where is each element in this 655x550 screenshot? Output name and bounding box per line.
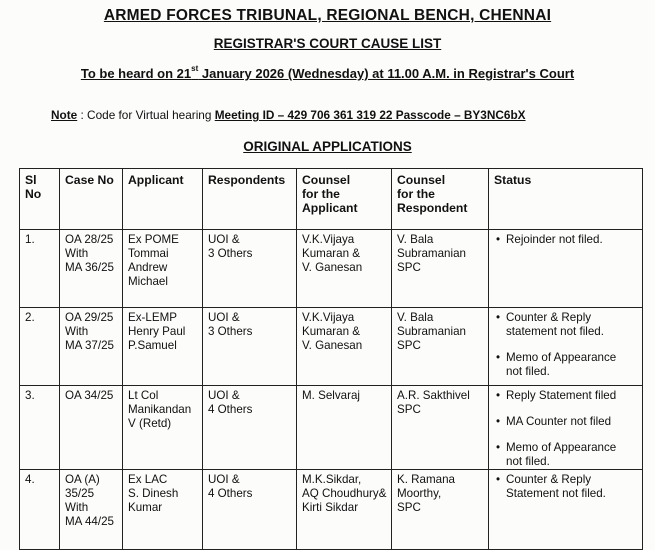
hearing-date-suffix: st <box>191 64 199 73</box>
cell-case-no: OA 34/25 <box>60 386 123 470</box>
cell-status <box>489 230 643 308</box>
cell-sl: 2. <box>20 308 60 386</box>
cause-list-subtitle: REGISTRAR'S COURT CAUSE LIST <box>213 36 442 51</box>
cell-status <box>489 386 643 470</box>
status-item: • Memo of Appearance not filed. <box>494 441 638 469</box>
cell-status <box>489 470 643 550</box>
status-item: • Counter & Reply statement not filed. <box>494 311 638 339</box>
header-counsel-applicant: Counsel for the Applicant <box>297 169 392 230</box>
cell-counsel-respondent: V. Bala Subramanian SPC <box>392 308 489 386</box>
hearing-prefix: To be heard on 21 <box>80 66 192 81</box>
status-item: • Rejoinder not filed. <box>494 233 638 247</box>
header-counsel-respondent: Counsel for the Respondent <box>392 169 489 230</box>
cell-sl: 3. <box>20 386 60 470</box>
cell-sl: 1. <box>20 230 60 308</box>
cell-applicant: Lt Col Manikandan V (Retd) <box>123 386 203 470</box>
cell-applicant: Ex LAC S. Dinesh Kumar <box>123 470 203 550</box>
status-item: • Reply Statement filed <box>494 389 638 403</box>
cell-applicant: Ex-LEMP Henry Paul P.Samuel <box>123 308 203 386</box>
cell-sl: 4. <box>20 470 60 550</box>
meeting-details[interactable]: Meeting ID – 429 706 361 319 22 Passcode – BY3NC6bX <box>214 108 526 122</box>
hearing-line <box>0 66 655 81</box>
hearing-suffix: January 2026 (Wednesday) at 11.00 A.M. in Registrar's Court <box>198 66 575 81</box>
cell-case-no: OA 29/25 With MA 37/25 <box>60 308 123 386</box>
cell-respondents: UOI & 4 Others <box>203 470 297 550</box>
status-item: • MA Counter not filed <box>494 415 638 429</box>
cell-counsel-respondent: A.R. Sakthivel SPC <box>392 386 489 470</box>
virtual-hearing-note <box>51 108 526 122</box>
status-item: • Counter & Reply Statement not filed. <box>494 473 638 501</box>
cell-counsel-respondent: K. Ramana Moorthy, SPC <box>392 470 489 550</box>
cell-respondents: UOI & 3 Others <box>203 230 297 308</box>
cell-respondents: UOI & 4 Others <box>203 386 297 470</box>
cell-case-no: OA (A) 35/25 With MA 44/25 <box>60 470 123 550</box>
header-respondents: Respondents <box>203 169 297 230</box>
section-title: ORIGINAL APPLICATIONS <box>243 139 412 154</box>
cell-case-no: OA 28/25 With MA 36/25 <box>60 230 123 308</box>
table-row <box>20 386 643 470</box>
tribunal-title: ARMED FORCES TRIBUNAL, REGIONAL BENCH, CHENNAI <box>103 7 552 24</box>
cell-counsel-applicant: V.K.Vijaya Kumaran & V. Ganesan <box>297 230 392 308</box>
cell-counsel-respondent: V. Bala Subramanian SPC <box>392 230 489 308</box>
cause-list-table <box>19 168 643 550</box>
table-row <box>20 470 643 550</box>
header-case-no: Case No <box>60 169 123 230</box>
cell-counsel-applicant: V.K.Vijaya Kumaran & V. Ganesan <box>297 308 392 386</box>
header-status: Status <box>489 169 643 230</box>
cell-status <box>489 308 643 386</box>
table-row <box>20 308 643 386</box>
header-applicant: Applicant <box>123 169 203 230</box>
table-row <box>20 230 643 308</box>
note-label: Note <box>51 108 78 122</box>
cell-counsel-applicant: M.K.Sikdar, AQ Choudhury& Kirti Sikdar <box>297 470 392 550</box>
header-sl-no: Sl No <box>20 169 60 230</box>
note-text: : Code for Virtual hearing <box>77 108 215 122</box>
table-header-row <box>20 169 643 230</box>
status-item: • Memo of Appearance not filed. <box>494 351 638 379</box>
cell-respondents: UOI & 3 Others <box>203 308 297 386</box>
cell-counsel-applicant: M. Selvaraj <box>297 386 392 470</box>
cell-applicant: Ex POME Tommai Andrew Michael <box>123 230 203 308</box>
